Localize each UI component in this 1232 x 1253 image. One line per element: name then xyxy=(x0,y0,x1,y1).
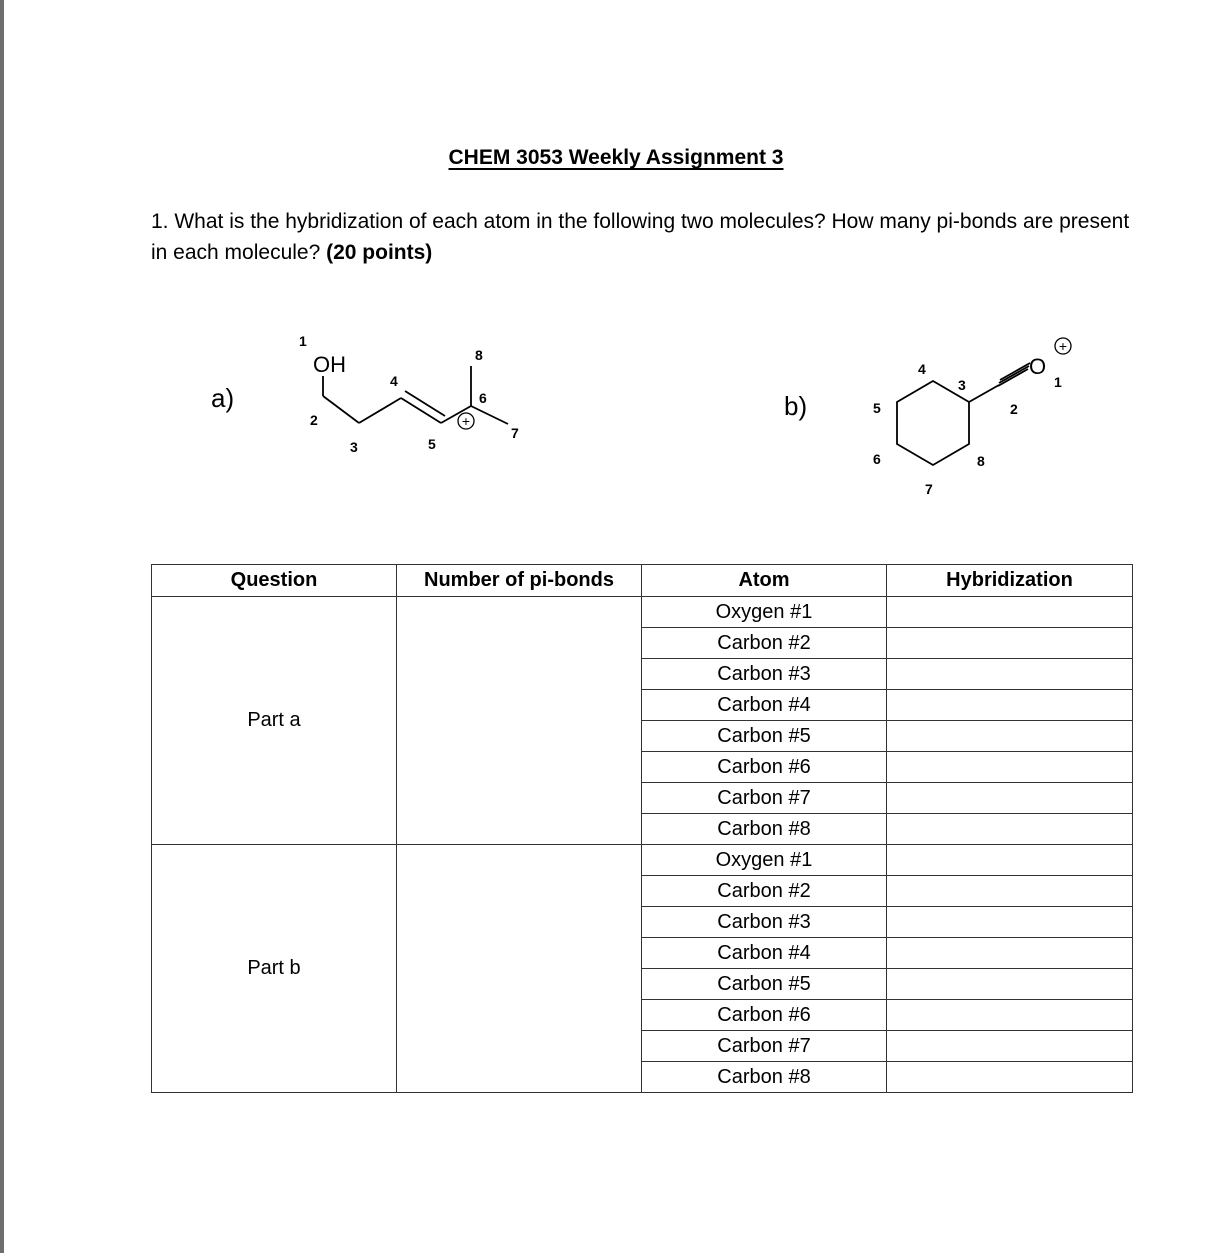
header-hybridization: Hybridization xyxy=(887,565,1133,597)
mol-a-num-4: 4 xyxy=(390,373,398,389)
mol-b-num-4: 4 xyxy=(918,361,926,377)
question-text: 1. What is the hybridization of each atom in the following two molecules? How many pi-bonds are present in each molecule? xyxy=(151,210,1130,264)
oxonium-oxygen: O xyxy=(1029,354,1047,379)
atom-cell: Carbon #2 xyxy=(642,876,887,907)
hybridization-cell[interactable] xyxy=(887,845,1133,876)
atom-cell: Carbon #5 xyxy=(642,721,887,752)
atom-cell: Carbon #5 xyxy=(642,969,887,1000)
mol-b-num-1: 1 xyxy=(1054,374,1062,390)
question-points: (20 points) xyxy=(326,241,433,264)
table-row xyxy=(152,845,1133,876)
hybridization-cell[interactable] xyxy=(887,907,1133,938)
hybridization-cell[interactable] xyxy=(887,1000,1133,1031)
mol-b-num-5: 5 xyxy=(873,400,881,416)
hybridization-cell[interactable] xyxy=(887,876,1133,907)
hybridization-cell[interactable] xyxy=(887,938,1133,969)
atom-cell: Carbon #8 xyxy=(642,1062,887,1093)
hybridization-cell[interactable] xyxy=(887,690,1133,721)
title-text: CHEM 3053 Weekly Assignment 3 xyxy=(448,146,784,169)
mol-b-num-7: 7 xyxy=(925,481,933,497)
hybridization-cell[interactable] xyxy=(887,1031,1133,1062)
mol-a-num-6: 6 xyxy=(479,390,487,406)
atom-cell: Carbon #3 xyxy=(642,907,887,938)
hybridization-cell[interactable] xyxy=(887,659,1133,690)
mol-b-num-2: 2 xyxy=(1010,401,1018,417)
answer-table xyxy=(151,564,1133,1093)
table-row xyxy=(152,597,1133,628)
header-atom: Atom xyxy=(642,565,887,597)
mol-a-num-3: 3 xyxy=(350,439,358,455)
mol-b-num-8: 8 xyxy=(977,453,985,469)
atom-cell: Carbon #4 xyxy=(642,690,887,721)
atom-cell: Carbon #2 xyxy=(642,628,887,659)
mol-a-num-2: 2 xyxy=(310,412,318,428)
atom-cell: Carbon #6 xyxy=(642,752,887,783)
mol-b-num-6: 6 xyxy=(873,451,881,467)
header-pi-bonds: Number of pi-bonds xyxy=(397,565,642,597)
part-b-pi-bonds-cell[interactable] xyxy=(397,845,642,1093)
hybridization-cell[interactable] xyxy=(887,752,1133,783)
hybridization-cell[interactable] xyxy=(887,721,1133,752)
atom-cell: Carbon #7 xyxy=(642,783,887,814)
molecule-b-label: b) xyxy=(784,391,808,421)
mol-a-num-7: 7 xyxy=(511,425,519,441)
atom-cell: Carbon #3 xyxy=(642,659,887,690)
table-header-row xyxy=(152,565,1133,597)
hybridization-cell[interactable] xyxy=(887,969,1133,1000)
molecule-b xyxy=(784,338,1071,497)
atom-cell: Carbon #7 xyxy=(642,1031,887,1062)
atom-cell: Carbon #6 xyxy=(642,1000,887,1031)
mol-b-num-3: 3 xyxy=(958,377,966,393)
atom-cell: Carbon #4 xyxy=(642,938,887,969)
header-question: Question xyxy=(152,565,397,597)
atom-cell: Oxygen #1 xyxy=(642,845,887,876)
part-a-pi-bonds-cell[interactable] xyxy=(397,597,642,845)
atom-cell: Oxygen #1 xyxy=(642,597,887,628)
hybridization-cell[interactable] xyxy=(887,597,1133,628)
molecule-a-charge: + xyxy=(461,413,471,429)
mol-a-num-1: 1 xyxy=(299,333,307,349)
hybridization-cell[interactable] xyxy=(887,783,1133,814)
mol-a-num-8: 8 xyxy=(475,347,483,363)
part-a-label: Part a xyxy=(152,597,397,845)
hybridization-cell[interactable] xyxy=(887,814,1133,845)
molecule-b-charge: + xyxy=(1058,338,1068,354)
hybridization-cell[interactable] xyxy=(887,1062,1133,1093)
molecule-a xyxy=(211,333,519,455)
molecule-a-label: a) xyxy=(211,383,235,413)
hybridization-cell[interactable] xyxy=(887,628,1133,659)
oh-group: OH xyxy=(313,352,346,377)
part-b-label: Part b xyxy=(152,845,397,1093)
atom-cell: Carbon #8 xyxy=(642,814,887,845)
mol-a-num-5: 5 xyxy=(428,436,436,452)
molecule-drawings xyxy=(0,0,1232,540)
